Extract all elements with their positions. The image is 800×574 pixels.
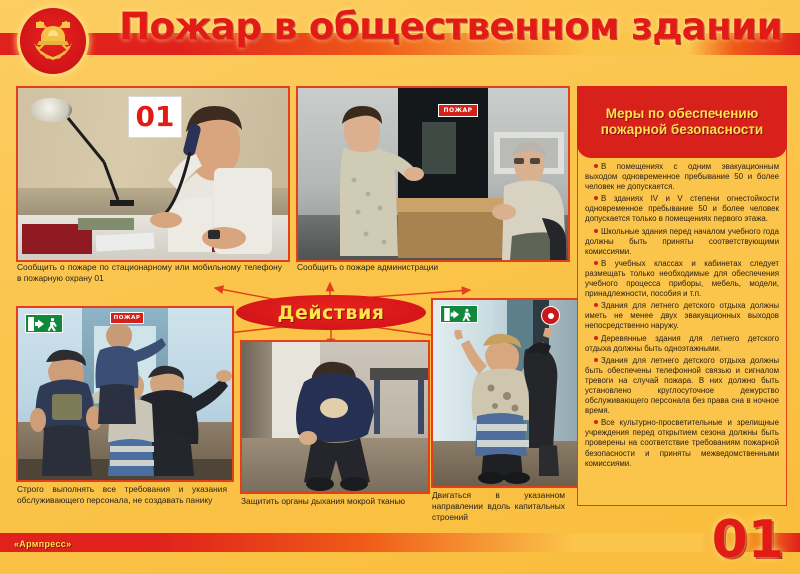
list-item-text: Деревянные здания для летнего детского отдыха должны быть одноэтажными. bbox=[585, 333, 779, 353]
list-item-text: В помещениях с одним эвакуационным выходом одновременное пребывание 50 и более человек не допускается. bbox=[585, 162, 779, 192]
bullet-dot bbox=[594, 420, 598, 424]
bullet-dot bbox=[594, 336, 598, 340]
fire-alarm-button bbox=[541, 306, 560, 325]
emergency-number: 01 bbox=[711, 510, 784, 570]
footer-red-bar bbox=[0, 533, 700, 552]
list-item-text: Здания для летнего детского отдыха должны иметь не менее двух эвакуационных выходов непосредственно наружу. bbox=[585, 301, 779, 331]
list-item bbox=[585, 418, 779, 468]
safety-measures-panel bbox=[577, 86, 787, 506]
poster-header bbox=[0, 0, 800, 80]
bullet-dot bbox=[594, 261, 598, 265]
safety-measures-list bbox=[578, 158, 786, 469]
fire-service-emblem bbox=[20, 8, 86, 74]
list-item-text: Все культурно-просветительные и зрелищные учреждения перед открытием сезона должны быть проверены на соответствие требованиям пожарной безопасности и приняты межведомственными комиссиями. bbox=[585, 418, 779, 468]
list-item-text: В учебных классах и кабинетах следует размещать только необходимые для обеспечения учебного процесса приборы, мебель, модели, принадлежности, пособия и т.п. bbox=[585, 258, 779, 299]
list-item bbox=[585, 334, 779, 354]
photo-follow-staff-instructions bbox=[16, 306, 234, 482]
caption-follow-staff-instructions: Строго выполнять все требования и указания обслуживающего персонала, не создавать панику bbox=[17, 484, 227, 505]
page-title: Пожар в общественном здании bbox=[119, 5, 782, 48]
photo-call-fire-service bbox=[16, 86, 290, 262]
actions-badge bbox=[236, 295, 426, 330]
photo-protect-airways bbox=[240, 340, 430, 494]
caption-call-fire-service: Сообщить о пожаре по стационарному или мобильному телефону в пожарную охрану 01 bbox=[17, 262, 282, 283]
fire-sign-in-photo: ПОЖАР bbox=[110, 312, 144, 324]
list-item bbox=[585, 227, 779, 257]
bullet-dot bbox=[594, 164, 598, 168]
fire-sign-in-photo: ПОЖАР bbox=[438, 104, 478, 117]
exit-sign bbox=[25, 314, 63, 333]
emergency-number-sign-in-photo: 01 bbox=[128, 96, 182, 138]
caption-protect-airways: Защитить органы дыхания мокрой тканью bbox=[241, 496, 405, 506]
list-item bbox=[585, 194, 779, 224]
actions-badge-label: Действия bbox=[277, 301, 385, 324]
exit-sign bbox=[440, 305, 478, 323]
safety-measures-header bbox=[577, 86, 787, 158]
photo-report-administration bbox=[296, 86, 570, 262]
list-item bbox=[585, 162, 779, 192]
safety-measures-heading: Меры по обеспечению пожарной безопасности bbox=[600, 106, 764, 137]
bullet-dot bbox=[594, 196, 598, 200]
list-item-text: Школьные здания перед началом учебного года должны быть приняты соответствующими комиссиями. bbox=[585, 226, 779, 256]
bullet-dot bbox=[594, 229, 598, 233]
publisher-imprint: «Армпресс» bbox=[14, 539, 72, 549]
list-item-text: В зданиях IV и V степени огнестойкости одновременное пребывание 50 и более человек допускается только в помещениях первого этажа. bbox=[585, 194, 779, 224]
caption-move-along-walls: Двигаться в указанном направлении вдоль капитальных строений bbox=[432, 490, 565, 522]
list-item bbox=[585, 356, 779, 417]
bullet-dot bbox=[594, 303, 598, 307]
list-item bbox=[585, 301, 779, 331]
list-item bbox=[585, 259, 779, 299]
caption-report-administration: Сообщить о пожаре администрации bbox=[297, 262, 439, 272]
photo-move-along-walls bbox=[431, 298, 580, 488]
list-item-text: Здания для летнего детского отдыха должны быть обеспечены телефонной связью и сигналом тревоги на случай пожара. В них должно быть установлено круглосуточное дежурство обслуживающего персонала без права сна в ночное время. bbox=[585, 355, 779, 416]
bullet-dot bbox=[594, 358, 598, 362]
